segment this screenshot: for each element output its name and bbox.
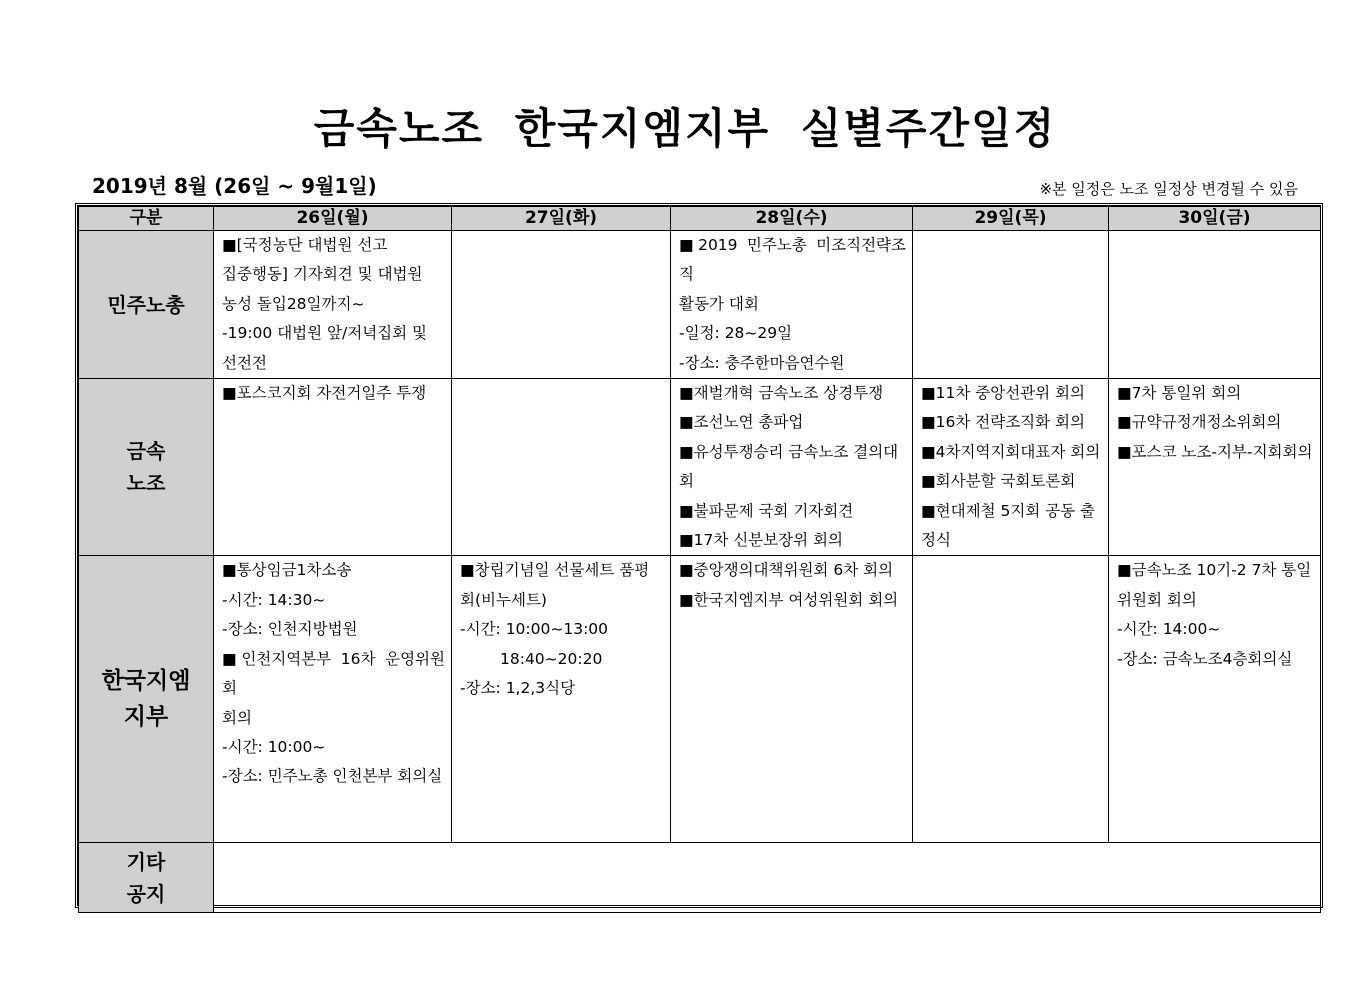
- cell-kctu-thu: [913, 231, 1109, 379]
- row-label-etc: 기타 공지: [79, 843, 214, 913]
- schedule-entry-line: ■조선노연 총파업: [679, 413, 804, 432]
- header-day-fri: 30일(금): [1109, 207, 1321, 231]
- cell-kctu-fri: [1109, 231, 1321, 379]
- schedule-entry-line: 활동가 대회: [679, 294, 759, 313]
- schedule-entry-line: ■규약규정개정소위회의: [1117, 413, 1282, 432]
- schedule-entry-line: -시간: 10:00~: [222, 737, 326, 756]
- cell-gmkorea-tue: [452, 556, 671, 843]
- schedule-entry-line: ■16차 전략조직화 회의: [921, 413, 1086, 432]
- schedule-entry-line: ■인천지역본부 16차 운영위원회: [222, 649, 445, 698]
- schedule-entry-line: 회의: [222, 708, 252, 727]
- cell-kmwu-fri: [1109, 379, 1321, 556]
- header-day-wed: 28일(수): [671, 207, 913, 231]
- schedule-entry-line: -장소: 충주한마음연수원: [679, 353, 845, 372]
- schedule-entry-line: -장소: 금속노조4층회의실: [1117, 649, 1293, 668]
- schedule-period: 2019년 8월 (26일 ~ 9월1일): [92, 174, 377, 198]
- schedule-entry-line: -시간: 14:30~: [222, 590, 326, 609]
- schedule-entry-line: ■중앙쟁의대책위원회 6차 회의: [679, 561, 894, 580]
- schedule-entry-line: 회(비누세트): [460, 590, 547, 609]
- cell-gmkorea-fri: [1109, 556, 1321, 843]
- schedule-entry-line: ■창립기념일 선물세트 품평: [460, 561, 650, 580]
- schedule-entry-line: ■금속노조 10기-2 7차 통일: [1117, 561, 1312, 580]
- schedule-entry-line: 선전전: [222, 353, 267, 372]
- schedule-entry-line: ■유성투쟁승리 금속노조 결의대: [679, 442, 899, 461]
- schedule-entry-line: ■재벌개혁 금속노조 상경투쟁: [679, 384, 884, 403]
- cell-kctu-wed: [671, 231, 913, 379]
- header-day-thu: 29일(목): [913, 207, 1109, 231]
- weekly-schedule-table: [78, 206, 1321, 913]
- row-gmkorea: [79, 556, 1321, 843]
- cell-kmwu-tue: [452, 379, 671, 556]
- schedule-entry-line: -시간: 10:00~13:00: [460, 620, 609, 639]
- schedule-entry-line: -장소: 1,2,3식당: [460, 679, 576, 698]
- change-notice: ※본 일정은 노조 일정상 변경될 수 있음: [1039, 180, 1298, 198]
- cell-kmwu-mon: [214, 379, 452, 556]
- schedule-entry-line: -일정: 28~29일: [679, 324, 793, 343]
- schedule-entry-line: ■7차 통일위 회의: [1117, 384, 1242, 403]
- schedule-entry-line: ■11차 중앙선관위 회의: [921, 384, 1086, 403]
- cell-kctu-mon: [214, 231, 452, 379]
- schedule-entry-line: ■회사분할 국회토론회: [921, 472, 1076, 491]
- schedule-entry-line: 18:40~20:20: [500, 649, 603, 668]
- schedule-entry-line: -19:00 대법원 앞/저녁집회 및: [222, 324, 428, 343]
- schedule-entry-line: -장소: 민주노총 인천본부 회의실: [222, 767, 443, 786]
- schedule-entry-line: 회: [679, 472, 694, 491]
- cell-kmwu-thu: [913, 379, 1109, 556]
- row-kmwu: [79, 379, 1321, 556]
- schedule-entry-line: ■17차 신분보장위 회의: [679, 531, 844, 550]
- schedule-entry-line: ■통상임금1차소송: [222, 561, 352, 580]
- row-etc: [79, 843, 1321, 913]
- schedule-entry-line: ■4차지역지회대표자 회의: [921, 442, 1101, 461]
- schedule-entry-line: 위원회 회의: [1117, 590, 1197, 609]
- schedule-table-frame: [75, 203, 1323, 908]
- schedule-entry-line: ■2019 민주노총 미조직전략조직: [679, 236, 906, 284]
- header-row: [79, 207, 1321, 231]
- schedule-entry-line: ■현대제철 5지회 공동 출: [921, 501, 1096, 520]
- schedule-entry-line: ■[국정농단 대법원 선고: [222, 236, 388, 254]
- row-kctu: [79, 231, 1321, 379]
- schedule-entry-line: -장소: 인천지방법원: [222, 620, 358, 639]
- row-label-kctu: 민주노총: [79, 231, 214, 379]
- schedule-entry-line: 농성 돌입28일까지~: [222, 294, 365, 313]
- page-title: 금속노조 한국지엠지부 실별주간일정: [313, 104, 1057, 153]
- cell-kctu-tue: [452, 231, 671, 379]
- header-day-mon: 26일(월): [214, 207, 452, 231]
- schedule-entry-line: ■포스코지회 자전거일주 투쟁: [222, 384, 427, 403]
- schedule-entry-line: 정식: [921, 531, 951, 550]
- schedule-entry-line: ■포스코 노조-지부-지회회의: [1117, 442, 1313, 461]
- cell-gmkorea-mon: [214, 556, 452, 843]
- row-label-kmwu: 금속 노조: [79, 379, 214, 556]
- etc-notice-content: [214, 843, 1321, 913]
- schedule-entry-line: ■불파문제 국회 기자회견: [679, 501, 854, 520]
- schedule-entry-line: -시간: 14:00~: [1117, 620, 1221, 639]
- row-label-gmkorea: 한국지엠 지부: [79, 556, 214, 843]
- header-day-tue: 27일(화): [452, 207, 671, 231]
- cell-gmkorea-wed: [671, 556, 913, 843]
- schedule-entry-line: ■한국지엠지부 여성위원회 회의: [679, 590, 899, 609]
- cell-kmwu-wed: [671, 379, 913, 556]
- cell-gmkorea-thu: [913, 556, 1109, 843]
- schedule-entry-line: 집중행동] 기자회견 및 대법원: [222, 265, 423, 284]
- header-category: 구분: [79, 207, 214, 231]
